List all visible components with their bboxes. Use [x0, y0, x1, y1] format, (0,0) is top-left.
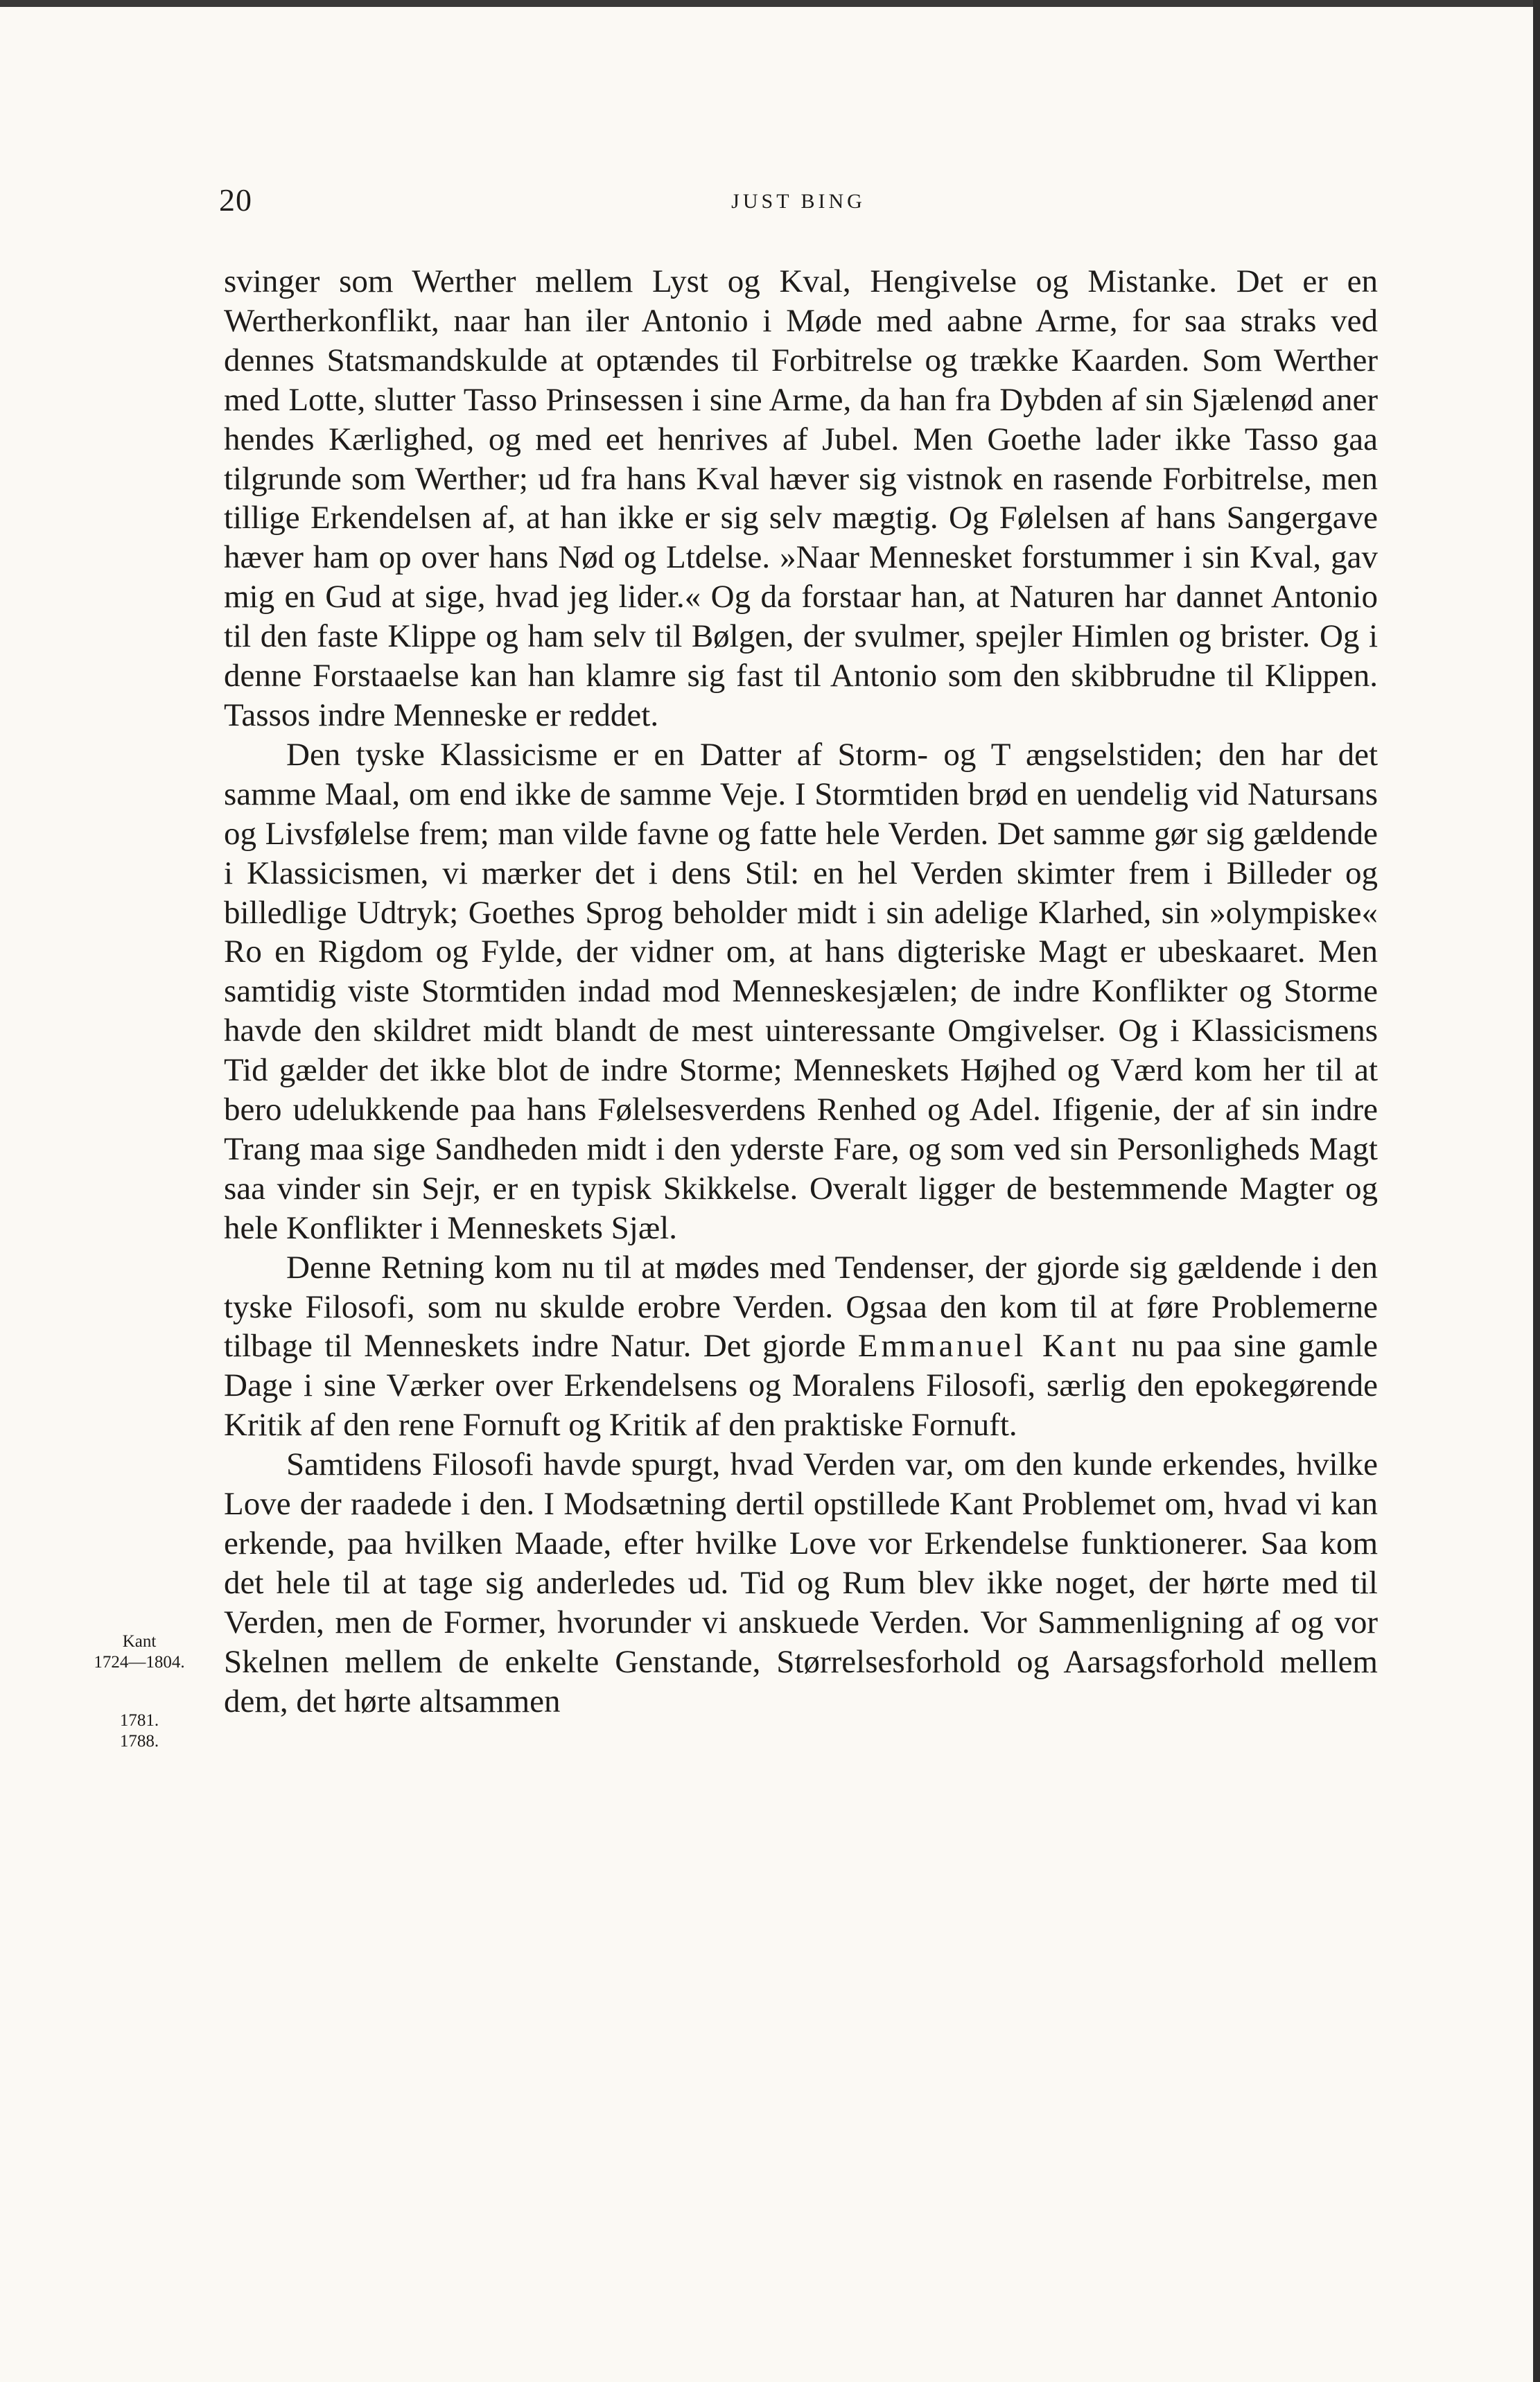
body-text: [224, 262, 1378, 1722]
scan-edge-right: [1533, 0, 1540, 2382]
paragraph: Den tyske Klassicisme er en Datter af Storm- og T ængselstiden; den har det samme Maal, om end ikke de samme Veje. I Stormtiden brød en uendelig vid Natursans og Livsfølelse frem; man vilde favne og fatte hele Verden. Det samme gør sig gældende i Klassicismen, vi mærker det i dens Stil: en hel Verden skimter frem i Billeder og billedlige Udtryk; Goethes Sprog beholder midt i sin adelige Klarhed, sin »olympiske« Ro en Rigdom og Fylde, der vidner om, at hans digteriske Magt er ubeskaaret. Men samtidig viste Stormtiden indad mod Menneskesjælen; de indre Konflikter og Storme havde den skildret midt blandt de mest uinteressante Omgivelser. Og i Klassicismens Tid gælder det ikke blot de indre Storme; Menneskets Højhed og Værd kom her til at bero udelukkende paa hans Følelsesverdens Renhed og Adel. Ifigenie, der af sin indre Trang maa sige Sandheden midt i den yderste Fare, og som ved sin Personligheds Magt saa vinder sin Sejr, er en typisk Skikkelse. Overalt ligger de bestemmende Magter og hele Konflikter i Menneskets Sjæl.: [224, 736, 1378, 1246]
margin-note-kant: [83, 1631, 195, 1673]
margin-note-kant-label: Kant: [122, 1632, 157, 1651]
running-title: JUST BING: [731, 190, 866, 213]
paragraph: Samtidens Filosofi havde spurgt, hvad Verden var, om den kunde erkendes, hvilke Love der raadede i den. I Modsætning dertil opstillede Kant Problemet om, hvad vi kan erkende, paa hvilken Maade, efter hvilke Love vor Erkendelse funktionerer. Saa kom det hele til at tage sig anderledes ud. Tid og Rum blev ikke noget, der hørte med til Verden, men de Former, hvorunder vi anskuede Verden. Vor Sammenligning af og vor Skelnen mellem de enkelte Genstande, Størrelsesforhold og Aarsagsforhold mellem dem, det hørte altsammen: [224, 1446, 1378, 1719]
paragraph-text: Denne Retning kom nu til at mødes med Tendenser, der gjorde sig gældende i den tyske Filosofi, som nu skulde erobre Verden. Ogsaa den kom til at føre Problemerne tilbage til Menneskets indre Natur. Det gjorde: [224, 1249, 1378, 1365]
paragraph-text: nu paa sine gamle Dage i sine Værker over Erkendelsens og Moralens Filosofi, særlig den epokegørende Kritik af den rene Fornuft og Kritik af den praktiske Fornuft.: [224, 1328, 1378, 1444]
margin-note-kant-years: 1724—1804.: [94, 1653, 185, 1672]
running-head: [219, 182, 1378, 230]
paragraph: [224, 1248, 1378, 1446]
margin-note-year-1788: 1788.: [119, 1732, 159, 1751]
paragraph: svinger som Werther mellem Lyst og Kval, Hengivelse og Mistanke. Det er en Wertherkonflikt, naar han iler Antonio i Møde med aabne Arme, for saa straks ved dennes Statsmandskulde at optændes til Forbitrelse og trække Kaarden. Som Werther med Lotte, slutter Tasso Prinsessen i sine Arme, da han fra Dybden af sin Sjælenød aner hendes Kærlighed, og med eet henrives af Jubel. Men Goethe lader ikke Tasso gaa tilgrunde som Werther; ud fra hans Kval hæver sig vistnok en rasende Forbitrelse, men tillige Erkendelsen af, at han ikke er sig selv mægtig. Og Følelsen af hans Sangergave hæver ham op over hans Nød og Ltdelse. »Naar Mennesket forstummer i sin Kval, gav mig en Gud at sige, hvad jeg lider.« Og da forstaar han, at Naturen har dannet Antonio til den faste Klippe og ham selv til Bølgen, der svulmer, spejler Himlen og brister. Og i denne Forstaaelse kan han klamre sig fast til Antonio som den skibbrudne til Klippen. Tassos indre Menneske er reddet.: [224, 263, 1378, 733]
scan-edge-top: [0, 0, 1540, 7]
spaced-name-emmanuel-kant: Emmanuel Kant: [857, 1328, 1120, 1365]
page-number: 20: [219, 182, 252, 218]
margin-note-year-1781: 1781.: [119, 1711, 159, 1730]
margin-note-critique-years: [83, 1710, 195, 1752]
